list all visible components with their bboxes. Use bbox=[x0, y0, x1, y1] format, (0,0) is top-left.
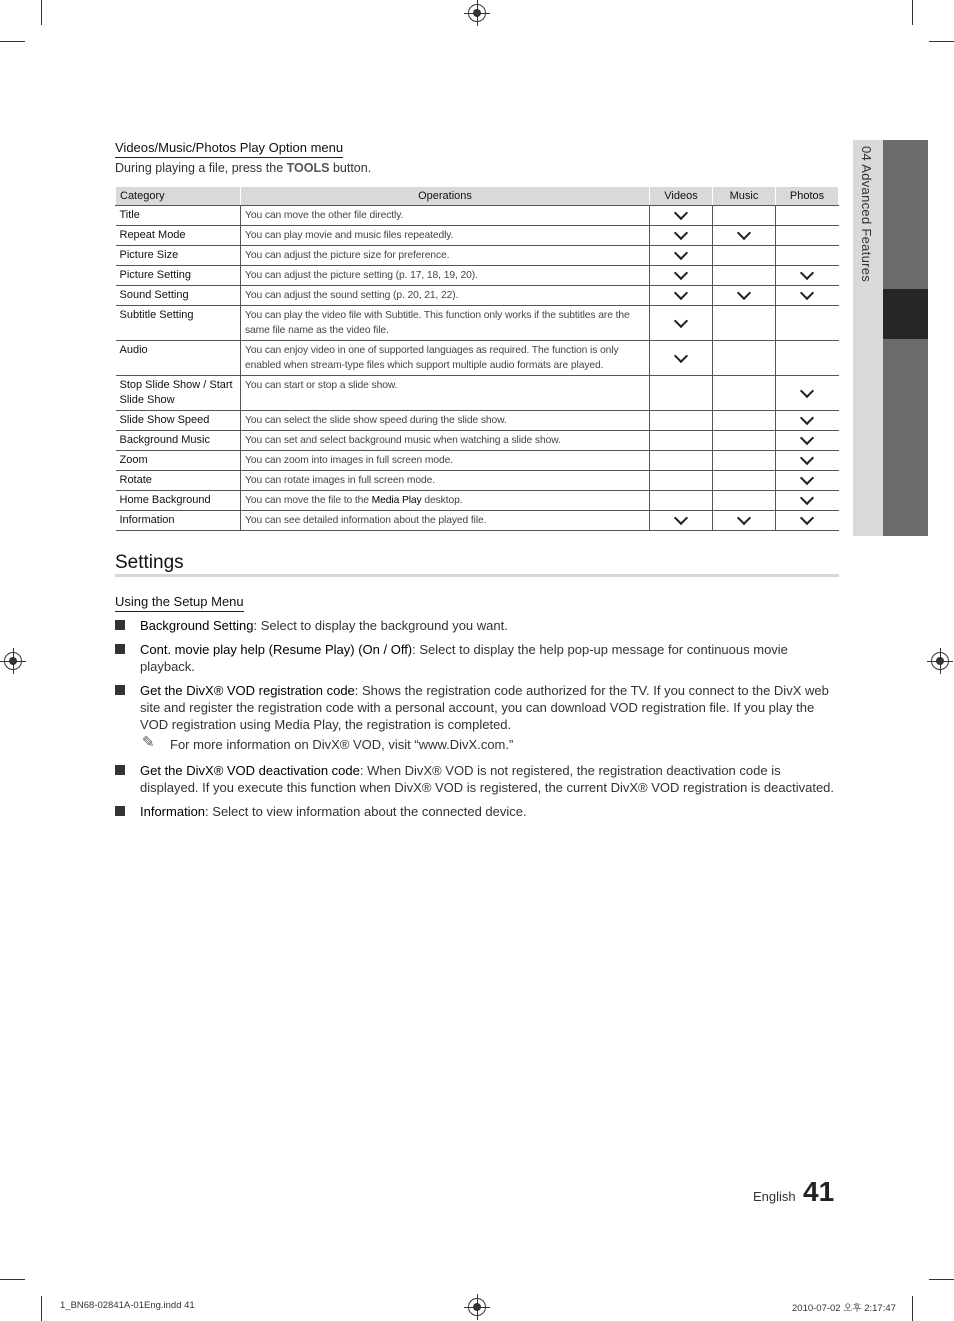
crop-mark bbox=[0, 1279, 25, 1280]
chapter-label: 04 Advanced Features bbox=[859, 146, 874, 283]
table-row bbox=[116, 431, 839, 451]
videos-support-cell bbox=[650, 491, 713, 511]
music-support-cell bbox=[713, 431, 776, 451]
category-cell: Title bbox=[116, 206, 241, 226]
check-icon bbox=[800, 451, 814, 465]
operations-cell: You can enjoy video in one of supported languages as required. The function is only enabled when stream-type files which support multiple audio formats are played. bbox=[241, 341, 650, 376]
operations-cell: You can rotate images in full screen mode. bbox=[241, 471, 650, 491]
videos-support-cell bbox=[650, 376, 713, 411]
table-row bbox=[116, 341, 839, 376]
videos-support-cell bbox=[650, 226, 713, 246]
table-row bbox=[116, 206, 839, 226]
operations-cell: You can zoom into images in full screen mode. bbox=[241, 451, 650, 471]
music-support-cell bbox=[713, 306, 776, 341]
table-row bbox=[116, 511, 839, 531]
music-support-cell bbox=[713, 491, 776, 511]
list-item: Background Setting: Select to display the background you want. bbox=[115, 617, 839, 634]
check-icon bbox=[674, 206, 688, 220]
photos-support-cell bbox=[776, 451, 839, 471]
registration-mark-icon bbox=[468, 4, 486, 22]
videos-support-cell bbox=[650, 511, 713, 531]
option-menu-heading: Videos/Music/Photos Play Option menu bbox=[115, 140, 343, 158]
crop-mark bbox=[929, 41, 954, 42]
category-cell: Home Background bbox=[116, 491, 241, 511]
table-row bbox=[116, 226, 839, 246]
list-item: Get the DivX® VOD registration code: Shows the registration code authorized for the TV. If you connect to the DivX web site and register the registration code with a personal account, you can download VOD registration file. If you play the VOD registration using Media Play, the registration is completed. bbox=[115, 682, 839, 733]
check-icon bbox=[674, 226, 688, 240]
videos-support-cell bbox=[650, 471, 713, 491]
operations-cell: You can adjust the sound setting (p. 20, 21, 22). bbox=[241, 286, 650, 306]
list-item: Information: Select to view information about the connected device. bbox=[115, 803, 839, 820]
check-icon bbox=[800, 411, 814, 425]
category-cell: Rotate bbox=[116, 471, 241, 491]
bullet-square-icon bbox=[115, 620, 125, 630]
footer-language: English bbox=[753, 1189, 796, 1204]
music-support-cell bbox=[713, 341, 776, 376]
table-header-row bbox=[116, 187, 839, 206]
list-item: Get the DivX® VOD deactivation code: When DivX® VOD is not registered, the registration deactivation code is displayed. If you execute this function when DivX® VOD is registered, the current DivX® VOD registration is deactivated. bbox=[115, 762, 839, 796]
bullet-square-icon bbox=[115, 806, 125, 816]
videos-support-cell bbox=[650, 266, 713, 286]
check-icon bbox=[674, 348, 688, 362]
side-tab-block bbox=[883, 339, 928, 536]
category-cell: Slide Show Speed bbox=[116, 411, 241, 431]
videos-support-cell bbox=[650, 431, 713, 451]
header-category: Category bbox=[116, 187, 241, 206]
operations-cell: You can set and select background music when watching a slide show. bbox=[241, 431, 650, 451]
category-cell: Sound Setting bbox=[116, 286, 241, 306]
crop-mark bbox=[0, 41, 25, 42]
music-support-cell bbox=[713, 206, 776, 226]
note: ✎ For more information on DivX® VOD, visit “www.DivX.com.” bbox=[142, 734, 514, 752]
crop-mark bbox=[912, 1296, 913, 1321]
check-icon bbox=[800, 383, 814, 397]
bullet-square-icon bbox=[115, 685, 125, 695]
print-slug-date: 2010-07-02 오후 2:17:47 bbox=[792, 1303, 896, 1314]
check-icon bbox=[674, 511, 688, 525]
category-cell: Background Music bbox=[116, 431, 241, 451]
photos-support-cell bbox=[776, 471, 839, 491]
tools-button-label: TOOLS bbox=[286, 161, 330, 175]
category-cell: Audio bbox=[116, 341, 241, 376]
category-cell: Zoom bbox=[116, 451, 241, 471]
check-icon bbox=[674, 313, 688, 327]
category-cell: Subtitle Setting bbox=[116, 306, 241, 341]
table-row bbox=[116, 471, 839, 491]
operations-cell: You can move the other file directly. bbox=[241, 206, 650, 226]
category-cell: Picture Setting bbox=[116, 266, 241, 286]
music-support-cell bbox=[713, 246, 776, 266]
check-icon bbox=[800, 286, 814, 300]
header-videos: Videos bbox=[650, 187, 713, 206]
registration-mark-icon bbox=[4, 652, 22, 670]
operations-cell: You can select the slide show speed during the slide show. bbox=[241, 411, 650, 431]
list-item: Cont. movie play help (Resume Play) (On / Off): Select to display the help pop-up message for continuous movie playback. bbox=[115, 641, 839, 675]
header-music: Music bbox=[713, 187, 776, 206]
photos-support-cell bbox=[776, 246, 839, 266]
check-icon bbox=[737, 226, 751, 240]
settings-divider bbox=[115, 574, 839, 577]
table-row bbox=[116, 306, 839, 341]
table-row bbox=[116, 376, 839, 411]
operations-cell: You can adjust the picture size for preference. bbox=[241, 246, 650, 266]
bullet-square-icon bbox=[115, 765, 125, 775]
registration-mark-icon bbox=[931, 652, 949, 670]
photos-support-cell bbox=[776, 266, 839, 286]
table-row bbox=[116, 266, 839, 286]
photos-support-cell bbox=[776, 306, 839, 341]
check-icon bbox=[737, 511, 751, 525]
music-support-cell bbox=[713, 266, 776, 286]
pencil-note-icon: ✎ bbox=[142, 734, 155, 751]
settings-list bbox=[115, 617, 839, 827]
bullet-square-icon bbox=[115, 644, 125, 654]
registration-mark-icon bbox=[468, 1298, 486, 1316]
table-row bbox=[116, 491, 839, 511]
music-support-cell bbox=[713, 471, 776, 491]
photos-support-cell bbox=[776, 376, 839, 411]
operations-cell: You can see detailed information about the played file. bbox=[241, 511, 650, 531]
print-slug-filename: 1_BN68-02841A-01Eng.indd 41 bbox=[60, 1300, 195, 1311]
side-tab-block bbox=[883, 140, 928, 289]
check-icon bbox=[674, 246, 688, 260]
table-row bbox=[116, 246, 839, 266]
photos-support-cell bbox=[776, 491, 839, 511]
videos-support-cell bbox=[650, 306, 713, 341]
videos-support-cell bbox=[650, 286, 713, 306]
videos-support-cell bbox=[650, 206, 713, 226]
music-support-cell bbox=[713, 226, 776, 246]
table-row bbox=[116, 411, 839, 431]
table-row bbox=[116, 286, 839, 306]
music-support-cell bbox=[713, 511, 776, 531]
videos-support-cell bbox=[650, 341, 713, 376]
videos-support-cell bbox=[650, 451, 713, 471]
table-row bbox=[116, 451, 839, 471]
category-cell: Stop Slide Show / Start Slide Show bbox=[116, 376, 241, 411]
music-support-cell bbox=[713, 451, 776, 471]
crop-mark bbox=[912, 0, 913, 25]
operations-cell: You can play the video file with Subtitle. This function only works if the subtitles are the same file name as the video file. bbox=[241, 306, 650, 341]
crop-mark bbox=[41, 0, 42, 25]
music-support-cell bbox=[713, 376, 776, 411]
music-support-cell bbox=[713, 286, 776, 306]
check-icon bbox=[800, 431, 814, 445]
check-icon bbox=[800, 491, 814, 505]
check-icon bbox=[800, 511, 814, 525]
photos-support-cell bbox=[776, 341, 839, 376]
photos-support-cell bbox=[776, 286, 839, 306]
photos-support-cell bbox=[776, 411, 839, 431]
operations-cell: You can adjust the picture setting (p. 17, 18, 19, 20). bbox=[241, 266, 650, 286]
category-cell: Repeat Mode bbox=[116, 226, 241, 246]
check-icon bbox=[674, 286, 688, 300]
photos-support-cell bbox=[776, 511, 839, 531]
crop-mark bbox=[41, 1296, 42, 1321]
category-cell: Picture Size bbox=[116, 246, 241, 266]
photos-support-cell bbox=[776, 226, 839, 246]
setup-menu-heading: Using the Setup Menu bbox=[115, 594, 244, 612]
play-option-table bbox=[115, 186, 839, 531]
check-icon bbox=[674, 266, 688, 280]
operations-cell: You can move the file to the Media Play desktop. bbox=[241, 491, 650, 511]
header-operations: Operations bbox=[241, 187, 650, 206]
side-tab-active-marker bbox=[883, 289, 928, 339]
photos-support-cell bbox=[776, 431, 839, 451]
check-icon bbox=[800, 266, 814, 280]
videos-support-cell bbox=[650, 411, 713, 431]
music-support-cell bbox=[713, 411, 776, 431]
page-number: 41 bbox=[803, 1176, 835, 1207]
operations-cell: You can play movie and music files repeatedly. bbox=[241, 226, 650, 246]
operations-cell: You can start or stop a slide show. bbox=[241, 376, 650, 411]
header-photos: Photos bbox=[776, 187, 839, 206]
settings-title: Settings bbox=[115, 552, 184, 573]
check-icon bbox=[737, 286, 751, 300]
crop-mark bbox=[929, 1279, 954, 1280]
option-menu-intro: During playing a file, press the TOOLS button. bbox=[115, 161, 372, 175]
check-icon bbox=[800, 471, 814, 485]
category-cell: Information bbox=[116, 511, 241, 531]
photos-support-cell bbox=[776, 206, 839, 226]
videos-support-cell bbox=[650, 246, 713, 266]
